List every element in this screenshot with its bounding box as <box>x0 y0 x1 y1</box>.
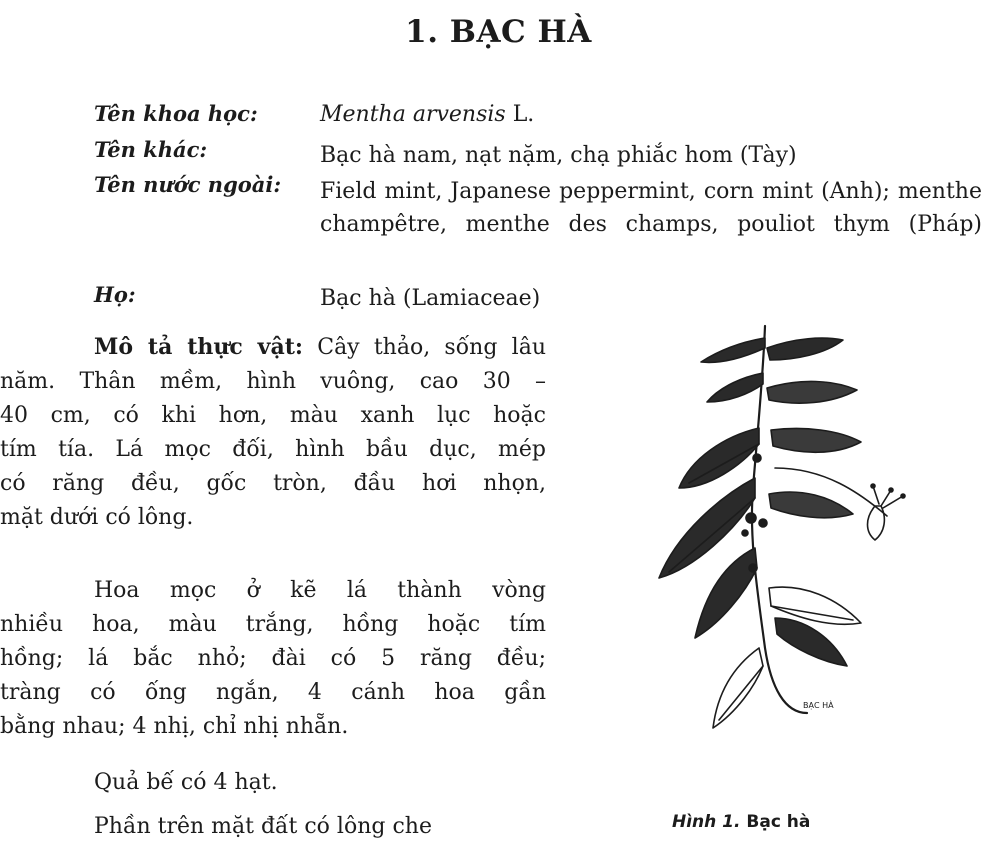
scientific-name-label: Tên khoa học: <box>94 101 258 126</box>
other-names-value: Bạc hà nam, nạt nặm, chạ phiắc hom (Tày) <box>320 143 797 168</box>
description-paragraph-2 <box>0 574 546 744</box>
figure-caption <box>672 812 810 832</box>
text-line: bằng nhau; 4 nhị, chỉ nhị nhẵn. <box>0 714 349 739</box>
text-line: Quả bế có 4 hạt. <box>94 770 278 795</box>
foreign-names-value: Field mint, Japanese peppermint, corn mint (Anh); menthe champêtre, menthe des champs, pouliot thym (Pháp) <box>320 179 982 237</box>
text-line: nhiều hoa, màu trắng, hồng hoặc tím <box>0 612 546 637</box>
text-line: mặt dưới có lông. <box>0 505 194 530</box>
plant-illustration <box>625 318 925 758</box>
family-label: Họ: <box>94 282 136 307</box>
description-paragraph-4 <box>0 810 546 844</box>
text-line: có răng đều, gốc tròn, đầu hơi nhọn, <box>0 471 546 496</box>
description-paragraph-1 <box>0 330 546 535</box>
figure-caption-text: Bạc hà <box>740 812 811 832</box>
family-value: Bạc hà (Lamiaceae) <box>320 286 541 311</box>
page-title: 1. BẠC HÀ <box>405 14 592 50</box>
text-line: năm. Thân mềm, hình vuông, cao 30 – <box>0 369 546 394</box>
sketch-label: BẠC HÀ <box>803 701 834 710</box>
text-line: Mô tả thực vật: Cây thảo, sống lâu <box>94 334 546 360</box>
description-heading: Mô tả thực vật: <box>94 334 303 360</box>
foreign-names-label: Tên nước ngoài: <box>94 172 282 197</box>
text-line: tím tía. Lá mọc đối, hình bầu dục, mép <box>0 437 546 462</box>
figure-caption-label: Hình 1. <box>672 812 741 832</box>
text-line: Hoa mọc ở kẽ lá thành vòng <box>94 578 546 603</box>
description-paragraph-3 <box>0 766 546 800</box>
other-names-label: Tên khác: <box>94 137 208 162</box>
scientific-name-author: L. <box>505 102 535 127</box>
scientific-name-value <box>320 98 534 131</box>
text-line: Phần trên mặt đất có lông che <box>94 814 432 839</box>
text-line: hồng; lá bắc nhỏ; đài có 5 răng đều; <box>0 646 546 671</box>
scientific-name-italic: Mentha arvensis <box>320 102 506 127</box>
text-line: 40 cm, có khi hơn, màu xanh lục hoặc <box>0 403 546 428</box>
text-line: tràng có ống ngắn, 4 cánh hoa gần <box>0 680 546 705</box>
